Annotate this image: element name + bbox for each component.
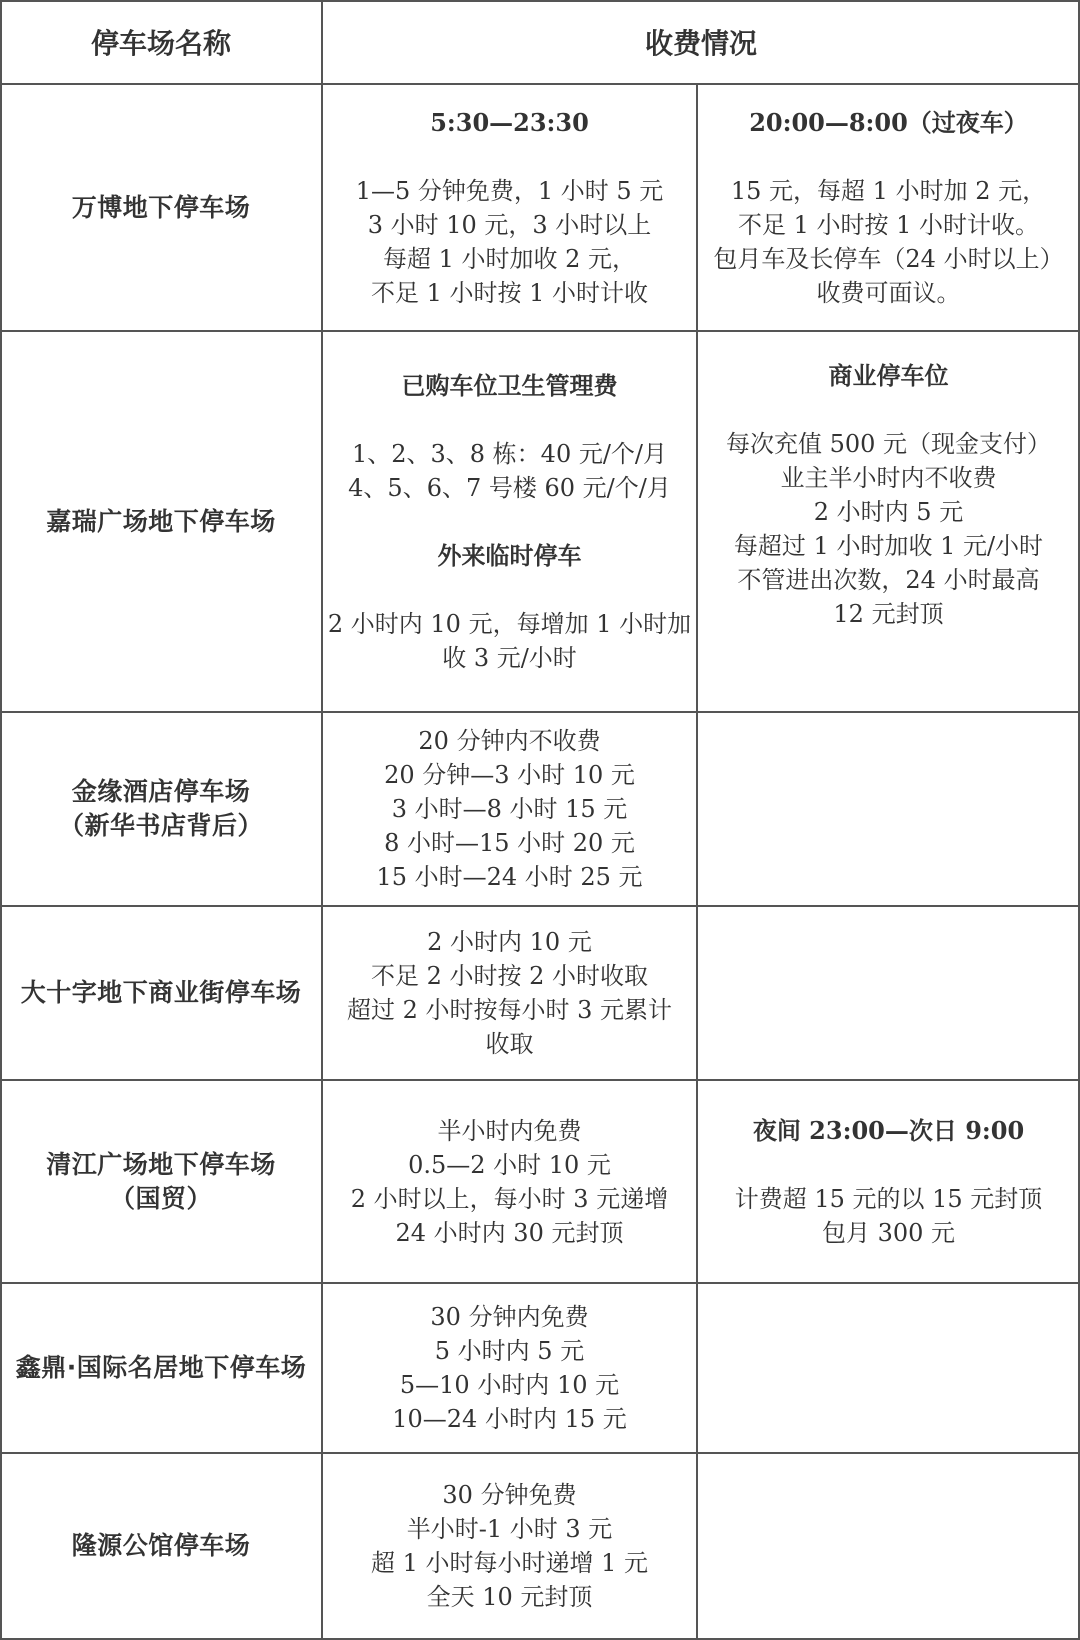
row-3-name-line: 金缘酒店停车场 — [71, 777, 251, 806]
row-2-name-line: 嘉瑞广场地下停车场 — [46, 506, 276, 536]
row-2-fee-right — [697, 331, 1080, 712]
row-6-fee-right — [697, 1283, 1080, 1453]
table-column-divider — [321, 0, 323, 1640]
row-6-name-line: 鑫鼎·国际名居地下停车场 — [15, 1353, 307, 1382]
row-5-fee-right-line: 包月 300 元 — [821, 1218, 956, 1247]
row-1-fee-day-line: 3 小时 10 元，3 小时以上 — [367, 210, 652, 239]
table-column-divider — [696, 84, 698, 1640]
table-divider — [0, 83, 1080, 85]
row-5-fee-left-line: 0.5—2 小时 10 元 — [408, 1150, 611, 1179]
row-2-fee-right-line: 每次充值 500 元（现金支付） — [725, 430, 1052, 458]
row-2-fee-left-line2: 2 小时内 10 元，每增加 1 小时加 — [327, 609, 692, 638]
row-7-fee-left-line: 30 分钟免费 — [442, 1480, 577, 1509]
table-border-top — [0, 0, 1080, 2]
row-1-fee-night-line: 收费可面议。 — [816, 278, 961, 307]
row-3-fee-right — [697, 712, 1080, 906]
header-name-label: 停车场名称 — [90, 27, 231, 60]
row-6-name — [0, 1283, 322, 1453]
row-5-fee-right-line: 计费超 15 元的以 15 元封顶 — [734, 1184, 1043, 1213]
row-4-fee-left-line: 2 小时内 10 元 — [427, 928, 592, 956]
row-4-fee-left-line: 不足 2 小时按 2 小时收取 — [370, 962, 649, 990]
row-4-fee-left — [322, 906, 697, 1080]
row-1-fee-night-title: 20:00—8:00（过夜车） — [749, 107, 1028, 137]
row-1-fee-day — [322, 84, 697, 331]
row-5-fee-left-line: 半小时内免费 — [437, 1116, 582, 1145]
row-2-fee-left-title: 已购车位卫生管理费 — [401, 370, 618, 400]
row-7-fee-left-line: 超 1 小时每小时递增 1 元 — [370, 1548, 649, 1577]
row-5-fee-right-title: 夜间 23:00—次日 9:00 — [752, 1115, 1025, 1145]
row-2-fee-left-line2: 收 3 元/小时 — [442, 643, 577, 672]
row-1-name-line: 万博地下停车场 — [71, 192, 251, 222]
row-2-fee-right-title: 商业停车位 — [828, 361, 949, 390]
row-1-fee-day-line: 每超 1 小时加收 2 元， — [382, 244, 637, 273]
row-1-fee-day-title: 5:30—23:30 — [430, 107, 589, 137]
row-5-name-line: （国贸） — [109, 1183, 212, 1213]
table-divider — [0, 1452, 1080, 1454]
row-6-fee-left-line: 30 分钟内免费 — [430, 1303, 589, 1331]
row-1-fee-night — [697, 84, 1080, 331]
row-2-name — [0, 331, 322, 712]
row-7-fee-left-line: 半小时-1 小时 3 元 — [406, 1514, 613, 1543]
row-2-fee-right-line: 业主半小时内不收费 — [780, 464, 997, 492]
table-divider — [0, 711, 1080, 713]
row-3-name — [0, 712, 322, 906]
row-2-fee-left-line: 4、5、6、7 号楼 60 元/个/月 — [348, 473, 671, 502]
row-6-fee-left-line: 5—10 小时内 10 元 — [399, 1371, 620, 1399]
row-3-fee-left — [322, 712, 697, 906]
row-2-fee-right-line: 2 小时内 5 元 — [813, 498, 964, 526]
row-1-fee-night-line: 15 元，每超 1 小时加 2 元， — [730, 176, 1047, 205]
row-2-fee-right-line: 不管进出次数，24 小时最高 — [737, 566, 1040, 594]
table-divider — [0, 1282, 1080, 1284]
table-divider — [0, 905, 1080, 907]
row-6-fee-left — [322, 1283, 697, 1453]
row-5-name-line: 清江广场地下停车场 — [46, 1149, 276, 1179]
row-3-fee-left-line: 20 分钟内不收费 — [418, 727, 601, 755]
row-1-fee-day-line: 不足 1 小时按 1 小时计收 — [370, 278, 649, 307]
row-1-fee-night-line: 不足 1 小时按 1 小时计收。 — [737, 210, 1040, 239]
row-5-fee-left-line: 2 小时以上，每小时 3 元递增 — [350, 1184, 669, 1213]
table-divider — [0, 1079, 1080, 1081]
row-2-fee-left-title2: 外来临时停车 — [437, 540, 582, 570]
row-3-fee-left-line: 15 小时—24 小时 25 元 — [376, 863, 643, 891]
row-3-fee-left-line: 8 小时—15 小时 20 元 — [384, 829, 635, 857]
header-fee-label: 收费情况 — [644, 27, 757, 60]
row-7-name — [0, 1453, 322, 1638]
row-1-fee-day-line: 1—5 分钟免费，1 小时 5 元 — [355, 176, 664, 205]
row-2-fee-right-line: 12 元封顶 — [833, 600, 944, 628]
row-4-fee-left-line: 收取 — [485, 1030, 534, 1058]
row-4-name-line: 大十字地下商业街停车场 — [20, 978, 302, 1007]
row-7-name-line: 隆源公馆停车场 — [71, 1530, 251, 1560]
row-2-fee-left-line: 1、2、3、8 栋：40 元/个/月 — [351, 439, 668, 468]
row-7-fee-left — [322, 1453, 697, 1638]
row-3-fee-left-line: 3 小时—8 小时 15 元 — [391, 795, 628, 823]
row-5-name — [0, 1080, 322, 1283]
row-7-fee-right — [697, 1453, 1080, 1638]
row-4-name — [0, 906, 322, 1080]
row-2-fee-left — [322, 331, 697, 712]
row-2-fee-right-line: 每超过 1 小时加收 1 元/小时 — [733, 532, 1044, 560]
row-6-fee-left-line: 5 小时内 5 元 — [434, 1337, 585, 1365]
table-border-left — [0, 0, 2, 1640]
header-name-column — [0, 0, 322, 84]
row-5-fee-left-line: 24 小时内 30 元封顶 — [395, 1218, 624, 1247]
row-3-fee-left-line: 20 分钟—3 小时 10 元 — [384, 761, 635, 789]
row-3-name-line: （新华书店背后） — [58, 811, 263, 840]
header-fee-column — [322, 0, 1080, 84]
row-5-fee-left — [322, 1080, 697, 1283]
row-4-fee-right — [697, 906, 1080, 1080]
row-1-name — [0, 84, 322, 331]
row-6-fee-left-line: 10—24 小时内 15 元 — [392, 1405, 627, 1433]
row-1-fee-night-line: 包月车及长停车（24 小时以上） — [713, 244, 1064, 273]
table-divider — [0, 330, 1080, 332]
row-4-fee-left-line: 超过 2 小时按每小时 3 元累计 — [346, 996, 673, 1024]
row-5-fee-right — [697, 1080, 1080, 1283]
row-7-fee-left-line: 全天 10 元封顶 — [426, 1582, 593, 1611]
